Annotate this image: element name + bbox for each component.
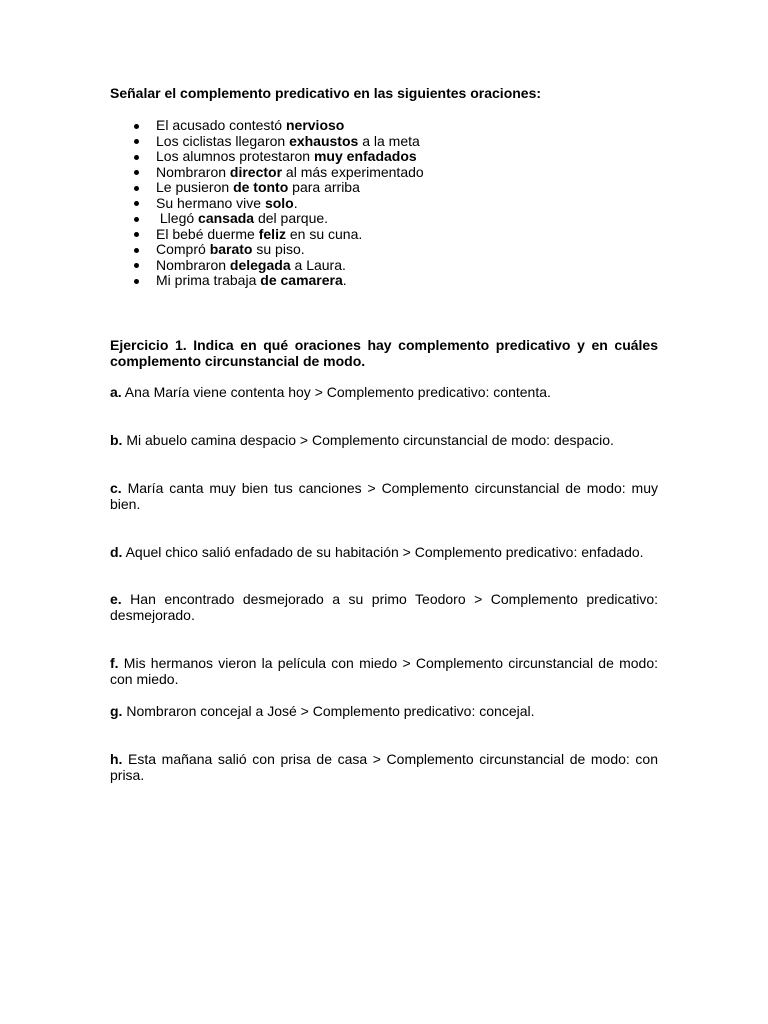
list-item: Los alumnos protestaron muy enfadados <box>110 149 658 165</box>
bullet-icon <box>134 248 139 253</box>
list-item: Le pusieron de tonto para arriba <box>110 180 658 196</box>
list-item: Compró barato su piso. <box>110 242 658 258</box>
list-item: Mi prima trabaja de camarera. <box>110 273 658 289</box>
answer-e: e. Han encontrado desmejorado a su primo Teodoro > Complemento predicativo: desmejorado. <box>110 591 658 623</box>
page-heading: Señalar el complemento predicativo en las siguientes oraciones: <box>110 85 542 101</box>
bullet-icon <box>134 170 139 175</box>
answer-c: c. María canta muy bien tus canciones > Complemento circunstancial de modo: muy bien. <box>110 480 658 512</box>
bullet-icon <box>134 155 139 160</box>
bullet-icon <box>134 186 139 191</box>
answer-b: b. Mi abuelo camina despacio > Complemento circunstancial de modo: despacio. <box>110 432 614 448</box>
list-item: Su hermano vive solo. <box>110 196 658 212</box>
list-item: Los ciclistas llegaron exhaustos a la meta <box>110 134 658 150</box>
bullet-icon <box>134 201 139 206</box>
bullet-icon <box>134 124 139 129</box>
bullet-icon <box>134 139 139 144</box>
list-item: El acusado contestó nervioso <box>110 118 658 134</box>
list-item: El bebé duerme feliz en su cuna. <box>110 227 658 243</box>
answer-f: f. Mis hermanos vieron la película con miedo > Complemento circunstancial de modo: con miedo. <box>110 655 658 687</box>
list-item: Nombraron director al más experimentado <box>110 165 658 181</box>
list-item: Llegó cansada del parque. <box>110 211 658 227</box>
answer-a: a. Ana María viene contenta hoy > Complemento predicativo: contenta. <box>110 384 551 400</box>
exercise-title: Ejercicio 1. Indica en qué oraciones hay complemento predicativo y en cuáles complemento circunstancial de modo. <box>110 337 658 369</box>
list-item: Nombraron delegada a Laura. <box>110 258 658 274</box>
bullet-icon <box>134 263 139 268</box>
bullet-icon <box>134 217 139 222</box>
answer-g: g. Nombraron concejal a José > Complemento predicativo: concejal. <box>110 703 535 719</box>
answer-d: d. Aquel chico salió enfadado de su habitación > Complemento predicativo: enfadado. <box>110 544 644 560</box>
sentence-list <box>110 118 658 289</box>
bullet-icon <box>134 279 139 284</box>
answer-h: h. Esta mañana salió con prisa de casa > Complemento circunstancial de modo: con prisa. <box>110 751 658 783</box>
bullet-icon <box>134 232 139 237</box>
